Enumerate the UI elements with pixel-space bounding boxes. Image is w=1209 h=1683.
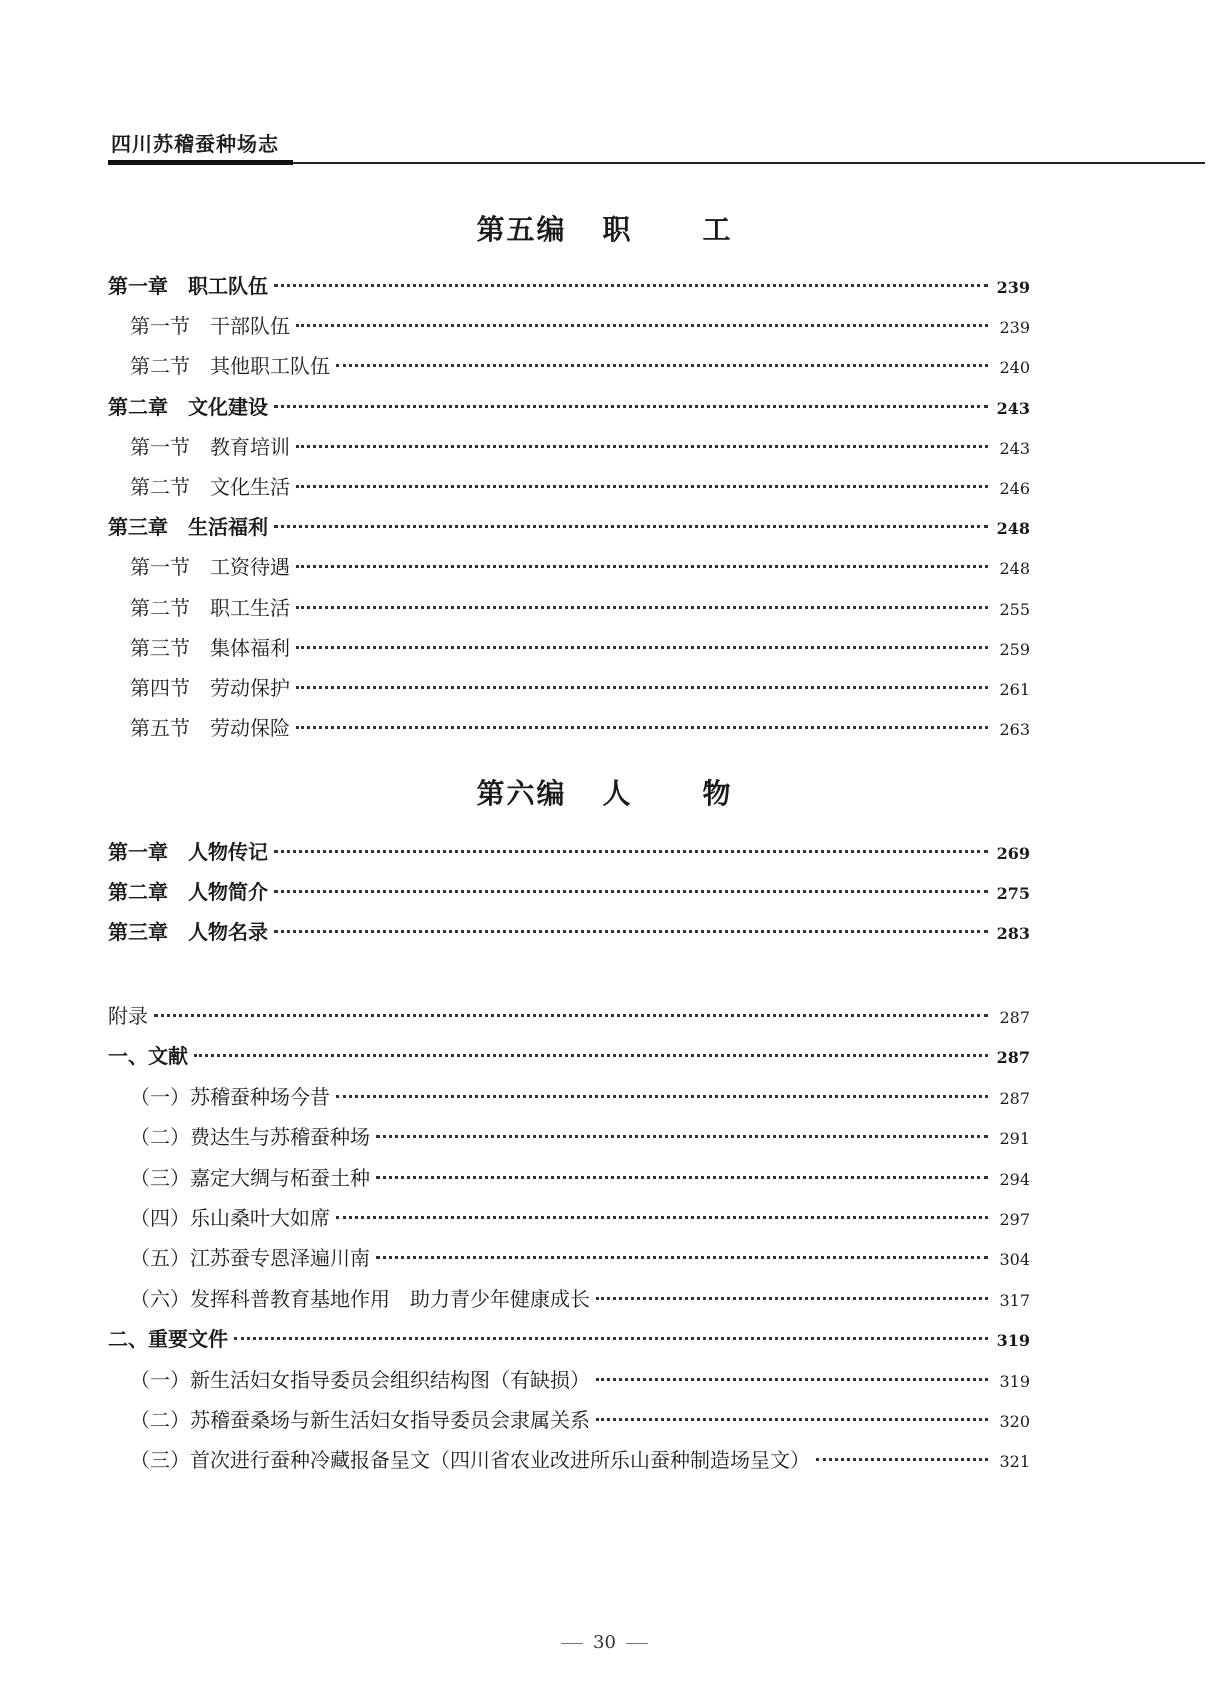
page-number-text: 30: [593, 1632, 616, 1653]
toc-entry-title: （五）江苏蚕专恩泽遍川南: [130, 1246, 370, 1271]
toc-page-number: 246: [999, 479, 1030, 498]
toc-section-row: [130, 1121, 1030, 1157]
toc-entry-title: （二）费达生与苏稽蚕种场: [130, 1125, 370, 1150]
toc-page-number: 248: [999, 559, 1030, 579]
toc-section-row: [130, 672, 1030, 708]
toc-entry-number: 第二节: [130, 354, 190, 379]
toc-leader-dots: [376, 1135, 988, 1138]
toc-page-number: 248: [996, 519, 1030, 539]
toc-section-row: [130, 1081, 1030, 1117]
toc-page-number: 283: [996, 924, 1030, 943]
toc-page-number: 291: [999, 1129, 1030, 1149]
toc-page-number: 287: [996, 1048, 1030, 1068]
toc-leader-dots: [296, 726, 988, 729]
toc-section-row: [130, 632, 1030, 668]
toc-leader-dots: [816, 1458, 988, 1461]
toc-entry-title: （六）发挥科普教育基地作用 助力青少年健康成长: [130, 1286, 590, 1311]
toc-leader-dots: [154, 1014, 988, 1017]
toc-page-number: 239: [999, 318, 1030, 338]
toc-page-number: 259: [999, 639, 1030, 659]
toc-entry-title: （一）苏稽蚕种场今昔: [130, 1084, 330, 1109]
toc-page-number: 294: [999, 1169, 1030, 1189]
toc-section-row: [130, 1404, 1030, 1440]
toc-chapter-row: [108, 876, 1030, 912]
toc-leader-dots: [274, 930, 988, 933]
toc-entry-number: 第五节: [130, 716, 190, 741]
toc-entry-number: 第二节: [130, 595, 190, 620]
toc-page-number: 261: [999, 680, 1030, 699]
toc-section-row: [130, 551, 1030, 587]
header-rule-accent: [108, 160, 293, 165]
toc-entry-title: 文化生活: [210, 475, 290, 499]
toc-leader-dots: [194, 1054, 988, 1057]
page-number: [0, 1632, 1209, 1653]
toc-page-number: 240: [999, 358, 1030, 378]
toc-section-row: [130, 471, 1030, 507]
toc-section-row: [130, 1202, 1030, 1238]
toc-chapter-row: [108, 1323, 1030, 1359]
toc-entry-number: 第二章: [108, 394, 168, 419]
toc-entry-title: （二）苏稽蚕桑场与新生活妇女指导委员会隶属关系: [130, 1408, 590, 1432]
part6-title: [0, 772, 1209, 812]
toc-section-row: [130, 1242, 1030, 1278]
toc-entry-number: 第一节: [130, 555, 190, 580]
part5-title-word-1: 职: [602, 213, 633, 246]
part5-title-number: 第五编: [476, 213, 567, 246]
toc-entry-number: 第二节: [130, 475, 190, 499]
toc-leader-dots: [296, 686, 988, 689]
toc-leader-dots: [296, 565, 988, 568]
toc-leader-dots: [376, 1176, 988, 1179]
toc-entry-title: 生活福利: [188, 515, 268, 540]
toc-entry-number: 第一节: [130, 314, 190, 339]
toc-page-number: 269: [996, 844, 1030, 863]
toc-entry-title: 二、重要文件: [108, 1327, 228, 1352]
toc-page-number: 255: [999, 599, 1030, 619]
toc-chapter-row: [108, 270, 1030, 306]
toc-entry-title: 其他职工队伍: [210, 354, 330, 379]
toc-page-number: 287: [999, 1008, 1030, 1027]
toc-leader-dots: [296, 445, 988, 448]
toc-entry-title: （一）新生活妇女指导委员会组织结构图（有缺损）: [130, 1367, 590, 1392]
toc-page-number: 320: [999, 1412, 1030, 1431]
toc-entry-number: 第四节: [130, 676, 190, 700]
toc-chapter-row: [108, 836, 1030, 872]
toc-leader-dots: [274, 890, 988, 893]
toc-page-number: 319: [999, 1371, 1030, 1391]
part5-title: [0, 208, 1209, 248]
toc-entry-title: 一、文献: [108, 1044, 188, 1069]
toc-page-number: 287: [999, 1088, 1030, 1108]
toc-leader-dots: [596, 1297, 988, 1300]
toc-page-number: 321: [999, 1452, 1030, 1472]
folio-dash-left: [561, 1643, 583, 1644]
toc-leader-dots: [274, 405, 988, 408]
toc-page-number: 243: [999, 438, 1030, 458]
toc-chapter-row: [108, 511, 1030, 547]
part5-title-word-2: 工: [702, 213, 733, 246]
toc-entry-number: 第一节: [130, 434, 190, 459]
toc-leader-dots: [296, 485, 988, 488]
toc-leader-dots: [336, 364, 988, 367]
toc-leader-dots: [296, 646, 988, 649]
toc-entry-number: 第一章: [108, 274, 168, 298]
toc-entry-title: 附录: [108, 1004, 148, 1028]
toc-entry-number: 第一章: [108, 840, 168, 864]
toc-leader-dots: [296, 606, 988, 609]
toc-leader-dots: [296, 324, 988, 327]
toc-entry-title: 工资待遇: [210, 555, 290, 580]
toc-page-number: 319: [996, 1331, 1030, 1351]
toc-section-row: [130, 1162, 1030, 1198]
toc-entry-number: 第二章: [108, 880, 168, 904]
toc-page-number: 239: [996, 278, 1030, 297]
toc-leader-dots: [336, 1095, 988, 1098]
toc-entry-title: 干部队伍: [210, 314, 290, 339]
folio-dash-right: [626, 1643, 648, 1644]
toc-entry-title: 人物传记: [188, 840, 268, 864]
toc-entry-title: （三）首次进行蚕种冷藏报备呈文（四川省农业改进所乐山蚕种制造场呈文）: [130, 1448, 810, 1473]
toc-leader-dots: [596, 1418, 988, 1421]
toc-section-row: [130, 1283, 1030, 1319]
toc-entry-title: 人物简介: [188, 880, 268, 904]
toc-section-row: [130, 1444, 1030, 1480]
toc-page-number: 263: [999, 720, 1030, 740]
toc-chapter-row: [108, 1000, 1030, 1036]
toc-leader-dots: [234, 1337, 988, 1340]
toc-entry-title: 文化建设: [188, 394, 268, 419]
toc-section-row: [130, 1364, 1030, 1400]
toc-leader-dots: [596, 1378, 988, 1381]
toc-entry-title: 劳动保险: [210, 716, 290, 741]
part6-title-word-1: 人: [602, 777, 633, 810]
toc-chapter-row: [108, 391, 1030, 427]
toc-entry-number: 第三章: [108, 920, 168, 944]
toc-section-row: [130, 712, 1030, 748]
toc-page-number: 317: [999, 1290, 1030, 1310]
toc-section-row: [130, 592, 1030, 628]
toc-section-row: [130, 350, 1030, 386]
toc-page-number: 304: [999, 1250, 1030, 1270]
toc-entry-title: 集体福利: [210, 635, 290, 660]
toc-entry-title: 教育培训: [210, 434, 290, 459]
toc-section-row: [130, 431, 1030, 467]
part6-title-word-2: 物: [702, 777, 733, 810]
running-head: 四川苏稽蚕种场志: [111, 132, 279, 156]
toc-page-number: 297: [999, 1210, 1030, 1229]
toc-entry-title: 劳动保护: [210, 676, 290, 700]
toc-chapter-row: [108, 916, 1030, 952]
toc-section-row: [130, 310, 1030, 346]
toc-leader-dots: [376, 1256, 988, 1259]
toc-entry-title: 职工队伍: [188, 274, 268, 298]
toc-leader-dots: [274, 850, 988, 853]
toc-entry-title: （四）乐山桑叶大如席: [130, 1206, 330, 1230]
toc-entry-number: 第三节: [130, 635, 190, 660]
toc-chapter-row: [108, 1040, 1030, 1076]
toc-page-number: 243: [996, 398, 1030, 418]
toc-entry-title: （三）嘉定大绸与柘蚕土种: [130, 1165, 370, 1190]
toc-entry-number: 第三章: [108, 515, 168, 540]
toc-leader-dots: [274, 525, 988, 528]
toc-leader-dots: [336, 1216, 988, 1219]
toc-page-number: 275: [996, 884, 1030, 903]
toc-leader-dots: [274, 284, 988, 287]
part6-title-number: 第六编: [476, 777, 567, 810]
toc-entry-title: 人物名录: [188, 920, 268, 944]
toc-entry-title: 职工生活: [210, 595, 290, 620]
